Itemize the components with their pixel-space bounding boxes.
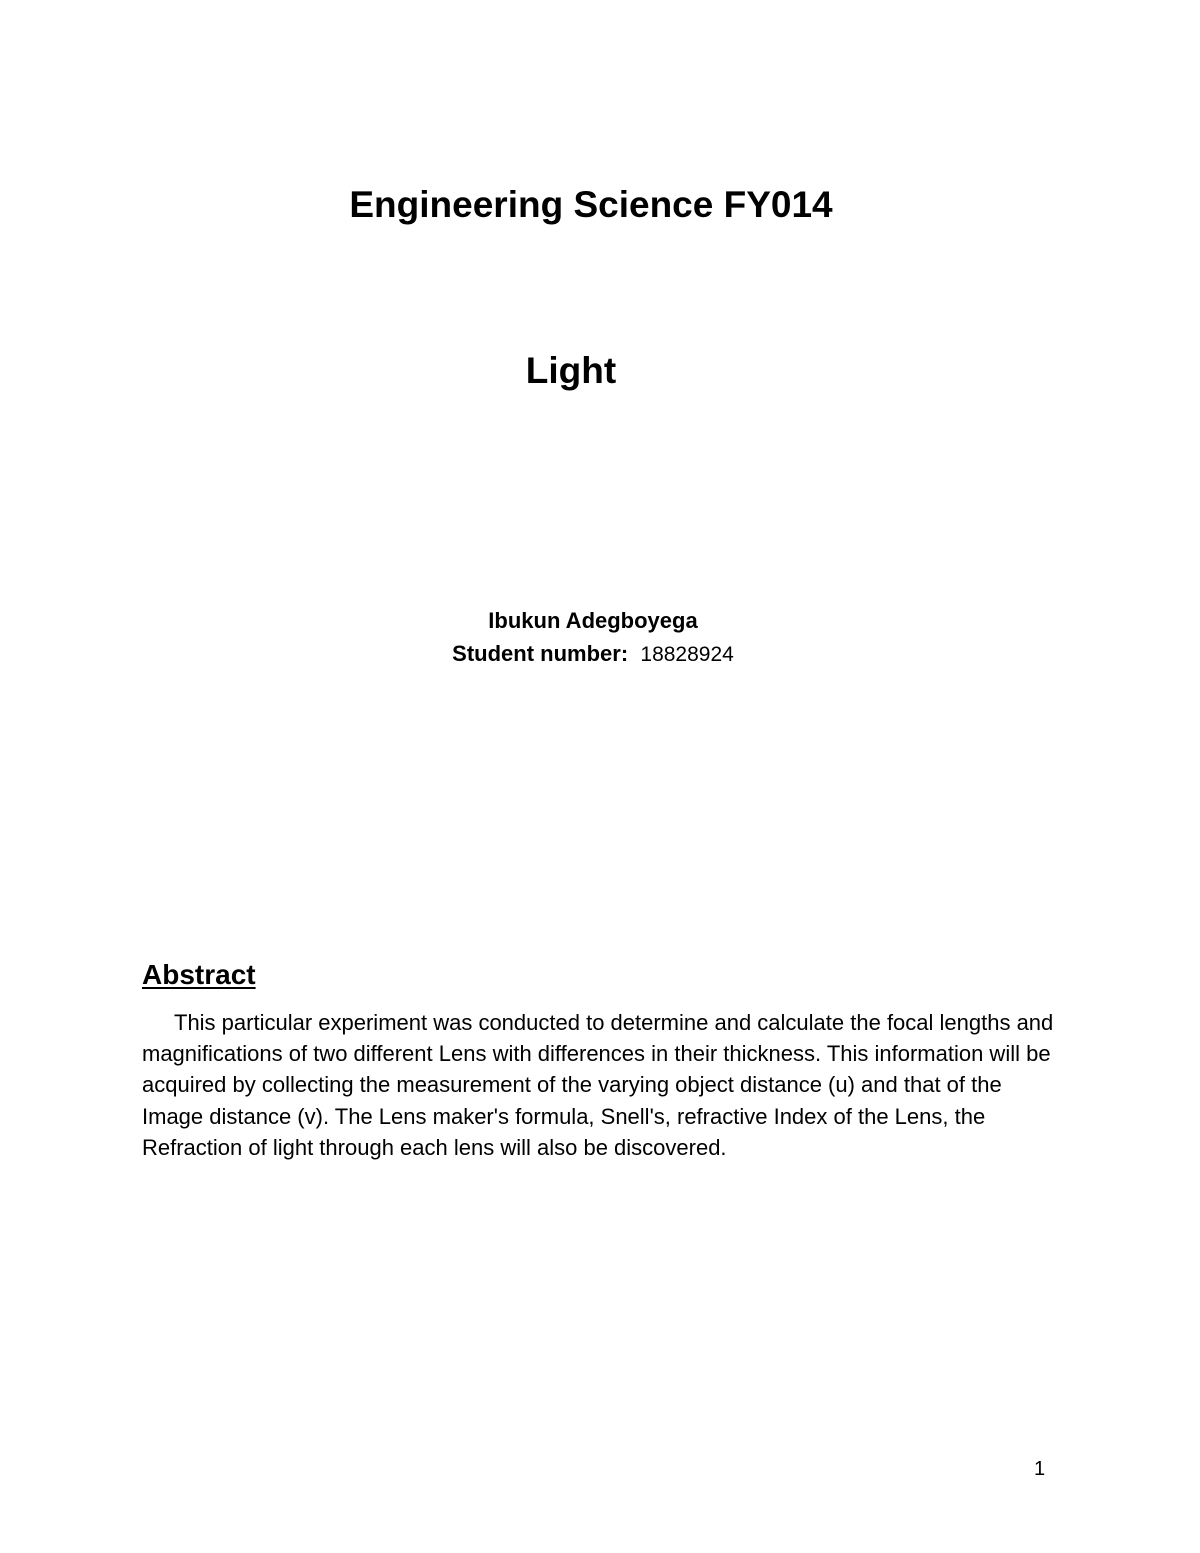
student-number-value: 18828924 bbox=[640, 643, 734, 666]
author-block bbox=[0, 604, 1186, 671]
student-number-line bbox=[0, 637, 1186, 671]
page-number: 1 bbox=[1034, 1458, 1046, 1480]
course-title: Engineering Science FY014 bbox=[349, 184, 833, 225]
abstract-heading: Abstract bbox=[142, 959, 256, 990]
student-number-label: Student number: bbox=[452, 641, 629, 666]
subject-title: Light bbox=[525, 350, 617, 391]
abstract-body: This particular experiment was conducted to determine and calculate the focal lengths and magnifications of two different Lens with differences in their thickness. This information will be acquired by collecting the measurement of the varying object distance (u) and that of the Image distance (v). The Lens maker's formula, Snell's, refractive Index of the Lens, the Refraction of light through each lens will also be discovered. bbox=[142, 1010, 1054, 1160]
author-name: Ibukun Adegboyega bbox=[488, 608, 698, 633]
